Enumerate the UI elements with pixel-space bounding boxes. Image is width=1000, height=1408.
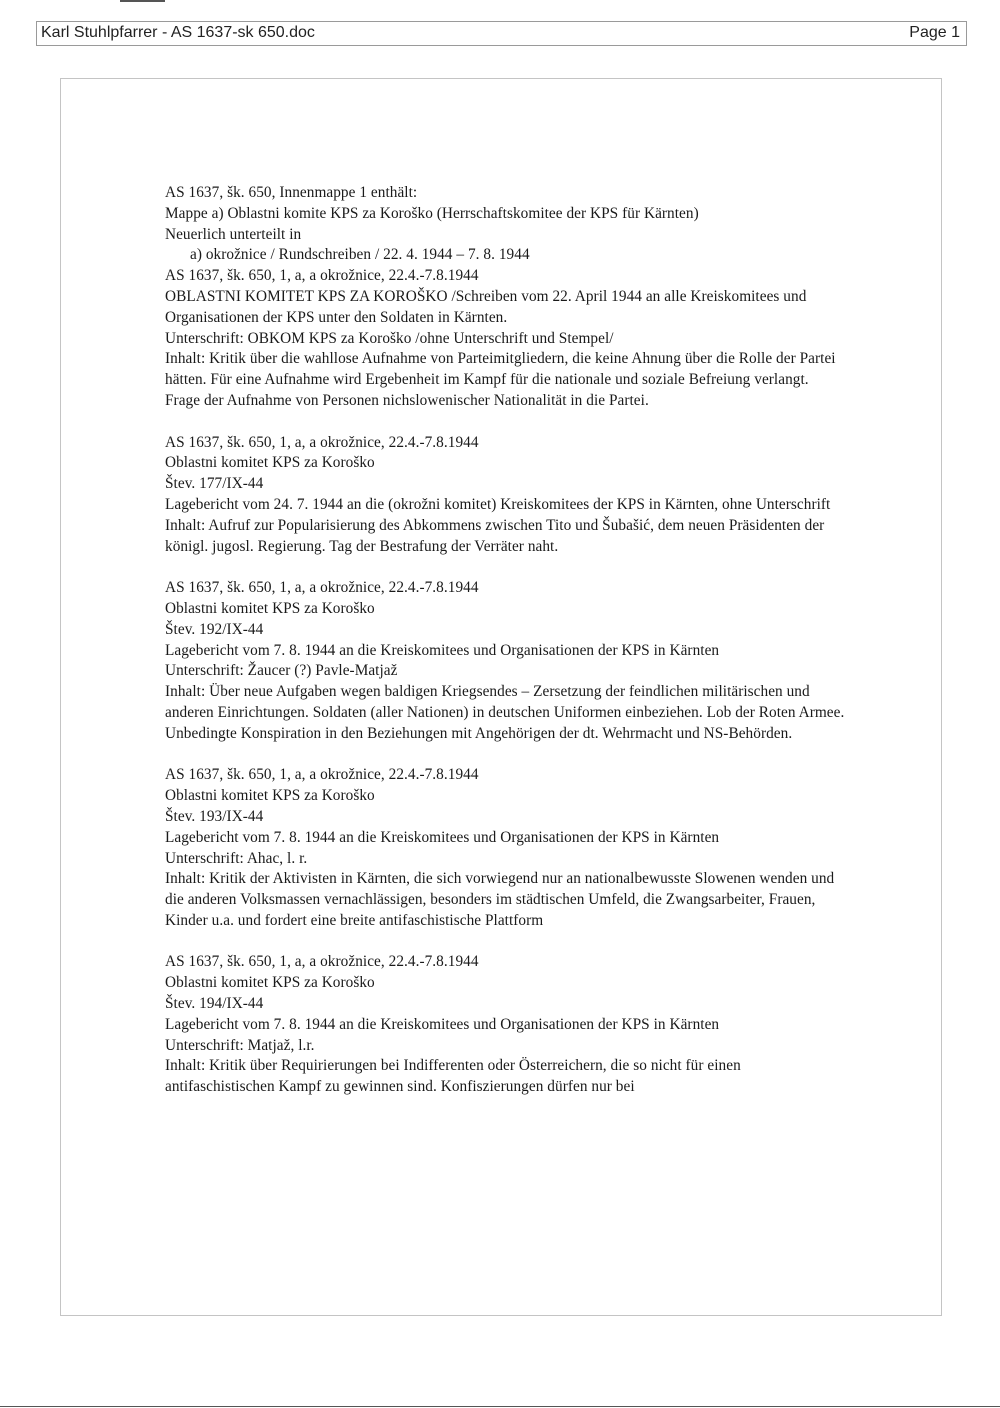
entry-body: OBLASTNI KOMITET KPS ZA KOROŠKO /Schreiben vom 22. April 1944 an alle Kreiskomitees und Organisationen der KPS unter den Soldaten in Kärnten. bbox=[165, 287, 807, 326]
entry-signature: Unterschrift: Žaucer (?) Pavle-Matjaž bbox=[165, 662, 398, 680]
entry-organization: Oblastni komitet KPS za Koroško bbox=[165, 454, 375, 472]
entry-number: Štev. 193/IX-44 bbox=[165, 807, 264, 825]
entry-reference: AS 1637, šk. 650, 1, a, a okrožnice, 22.4.-7.8.1944 bbox=[165, 267, 479, 285]
entry-number: Štev. 177/IX-44 bbox=[165, 475, 264, 493]
entry-signature: Unterschrift: Ahac, l. r. bbox=[165, 849, 308, 867]
entry-organization: Oblastni komitet KPS za Koroško bbox=[165, 787, 375, 805]
entry-reference: AS 1637, šk. 650, 1, a, a okrožnice, 22.4.-7.8.1944 bbox=[165, 766, 479, 784]
entry-content: Inhalt: Kritik der Aktivisten in Kärnten, die sich vorwiegend nur an nationalbewusste Slowenen wenden und die anderen Volksmassen vernachlässigen, besonders im städtischen Umfeld, die Zwangsarbeiter, Frauen, Kinder u.a. und fordert eine breite antifaschistische Plattform bbox=[165, 870, 835, 929]
entry-2 bbox=[165, 433, 845, 558]
entry-extra: Unbedingte Konspiration in den Beziehungen mit Angehörigen der dt. Wehrmacht und NS-Behörden. bbox=[165, 724, 793, 742]
scan-mark bbox=[120, 0, 165, 2]
intro-line: Mappe a) Oblastni komite KPS za Koroško (Herrschaftskomitee der KPS für Kärnten) bbox=[165, 204, 699, 222]
entry-content: Inhalt: Kritik über Requirierungen bei Indifferenten oder Österreichern, die so nicht für einen antifaschistischen Kampf zu gewinnen sind. Konfiszierungen dürfen nur bei bbox=[165, 1057, 741, 1096]
entry-organization: Oblastni komitet KPS za Koroško bbox=[165, 599, 375, 617]
page-number: Page 1 bbox=[909, 24, 960, 41]
entry-report: Lagebericht vom 7. 8. 1944 an die Kreiskomitees und Organisationen der KPS in Kärnten bbox=[165, 641, 720, 659]
entry-report: Lagebericht vom 7. 8. 1944 an die Kreiskomitees und Organisationen der KPS in Kärnten bbox=[165, 1015, 720, 1033]
entry-number: Štev. 194/IX-44 bbox=[165, 995, 264, 1013]
intro-line: AS 1637, šk. 650, Innenmappe 1 enthält: bbox=[165, 184, 418, 201]
subheading-okroznice: a) okrožnice / Rundschreiben / 22. 4. 1944 – 7. 8. 1944 bbox=[190, 246, 530, 264]
entry-1 bbox=[165, 266, 845, 412]
entry-number: Štev. 192/IX-44 bbox=[165, 620, 264, 638]
entry-4 bbox=[165, 765, 845, 931]
entry-report: Lagebericht vom 7. 8. 1944 an die Kreiskomitees und Organisationen der KPS in Kärnten bbox=[165, 828, 720, 846]
intro-line: Neuerlich unterteilt in bbox=[165, 225, 302, 243]
entry-5 bbox=[165, 952, 845, 1098]
entry-reference: AS 1637, šk. 650, 1, a, a okrožnice, 22.4.-7.8.1944 bbox=[165, 433, 479, 451]
entry-organization: Oblastni komitet KPS za Koroško bbox=[165, 974, 375, 992]
scan-edge bbox=[0, 1406, 1000, 1407]
document-title: Karl Stuhlpfarrer - AS 1637-sk 650.doc bbox=[41, 24, 315, 41]
entry-content: Inhalt: Kritik über die wahllose Aufnahme von Parteimitgliedern, die keine Ahnung über die Rolle der Partei hätten. Für eine Aufnahme wird Ergebenheit im Kampf für die nationale und soziale Befreiung verlangt. Frage der Aufnahme von Personen nichslowenischer Nationalität in die Partei. bbox=[165, 350, 836, 409]
document-header bbox=[36, 21, 967, 46]
entry-report: Lagebericht vom 24. 7. 1944 an die (okrožni komitet) Kreiskomitees der KPS in Kärnten, ohne Unterschrift bbox=[165, 495, 831, 513]
entry-content: Inhalt: Über neue Aufgaben wegen baldigen Kriegsendes – Zersetzung der feindlichen militärischen und anderen Einrichtungen. Soldaten (aller Nationen) in deutschen Uniformen einbeziehen. Lob der Roten Armee. bbox=[165, 683, 845, 721]
document-body bbox=[165, 183, 845, 1098]
entry-content: Inhalt: Aufruf zur Popularisierung des Abkommens zwischen Tito und Šubašić, dem neuen Präsidenten der königl. jugosl. Regierung. Tag der Bestrafung der Verräter naht. bbox=[165, 516, 825, 555]
entry-signature: Unterschrift: Matjaž, l.r. bbox=[165, 1036, 315, 1054]
intro-section bbox=[165, 183, 845, 245]
entry-reference: AS 1637, šk. 650, 1, a, a okrožnice, 22.4.-7.8.1944 bbox=[165, 953, 479, 971]
entry-reference: AS 1637, šk. 650, 1, a, a okrožnice, 22.4.-7.8.1944 bbox=[165, 579, 479, 597]
entry-signature: Unterschrift: OBKOM KPS za Koroško /ohne Unterschrift und Stempel/ bbox=[165, 329, 614, 347]
entry-3 bbox=[165, 578, 845, 744]
